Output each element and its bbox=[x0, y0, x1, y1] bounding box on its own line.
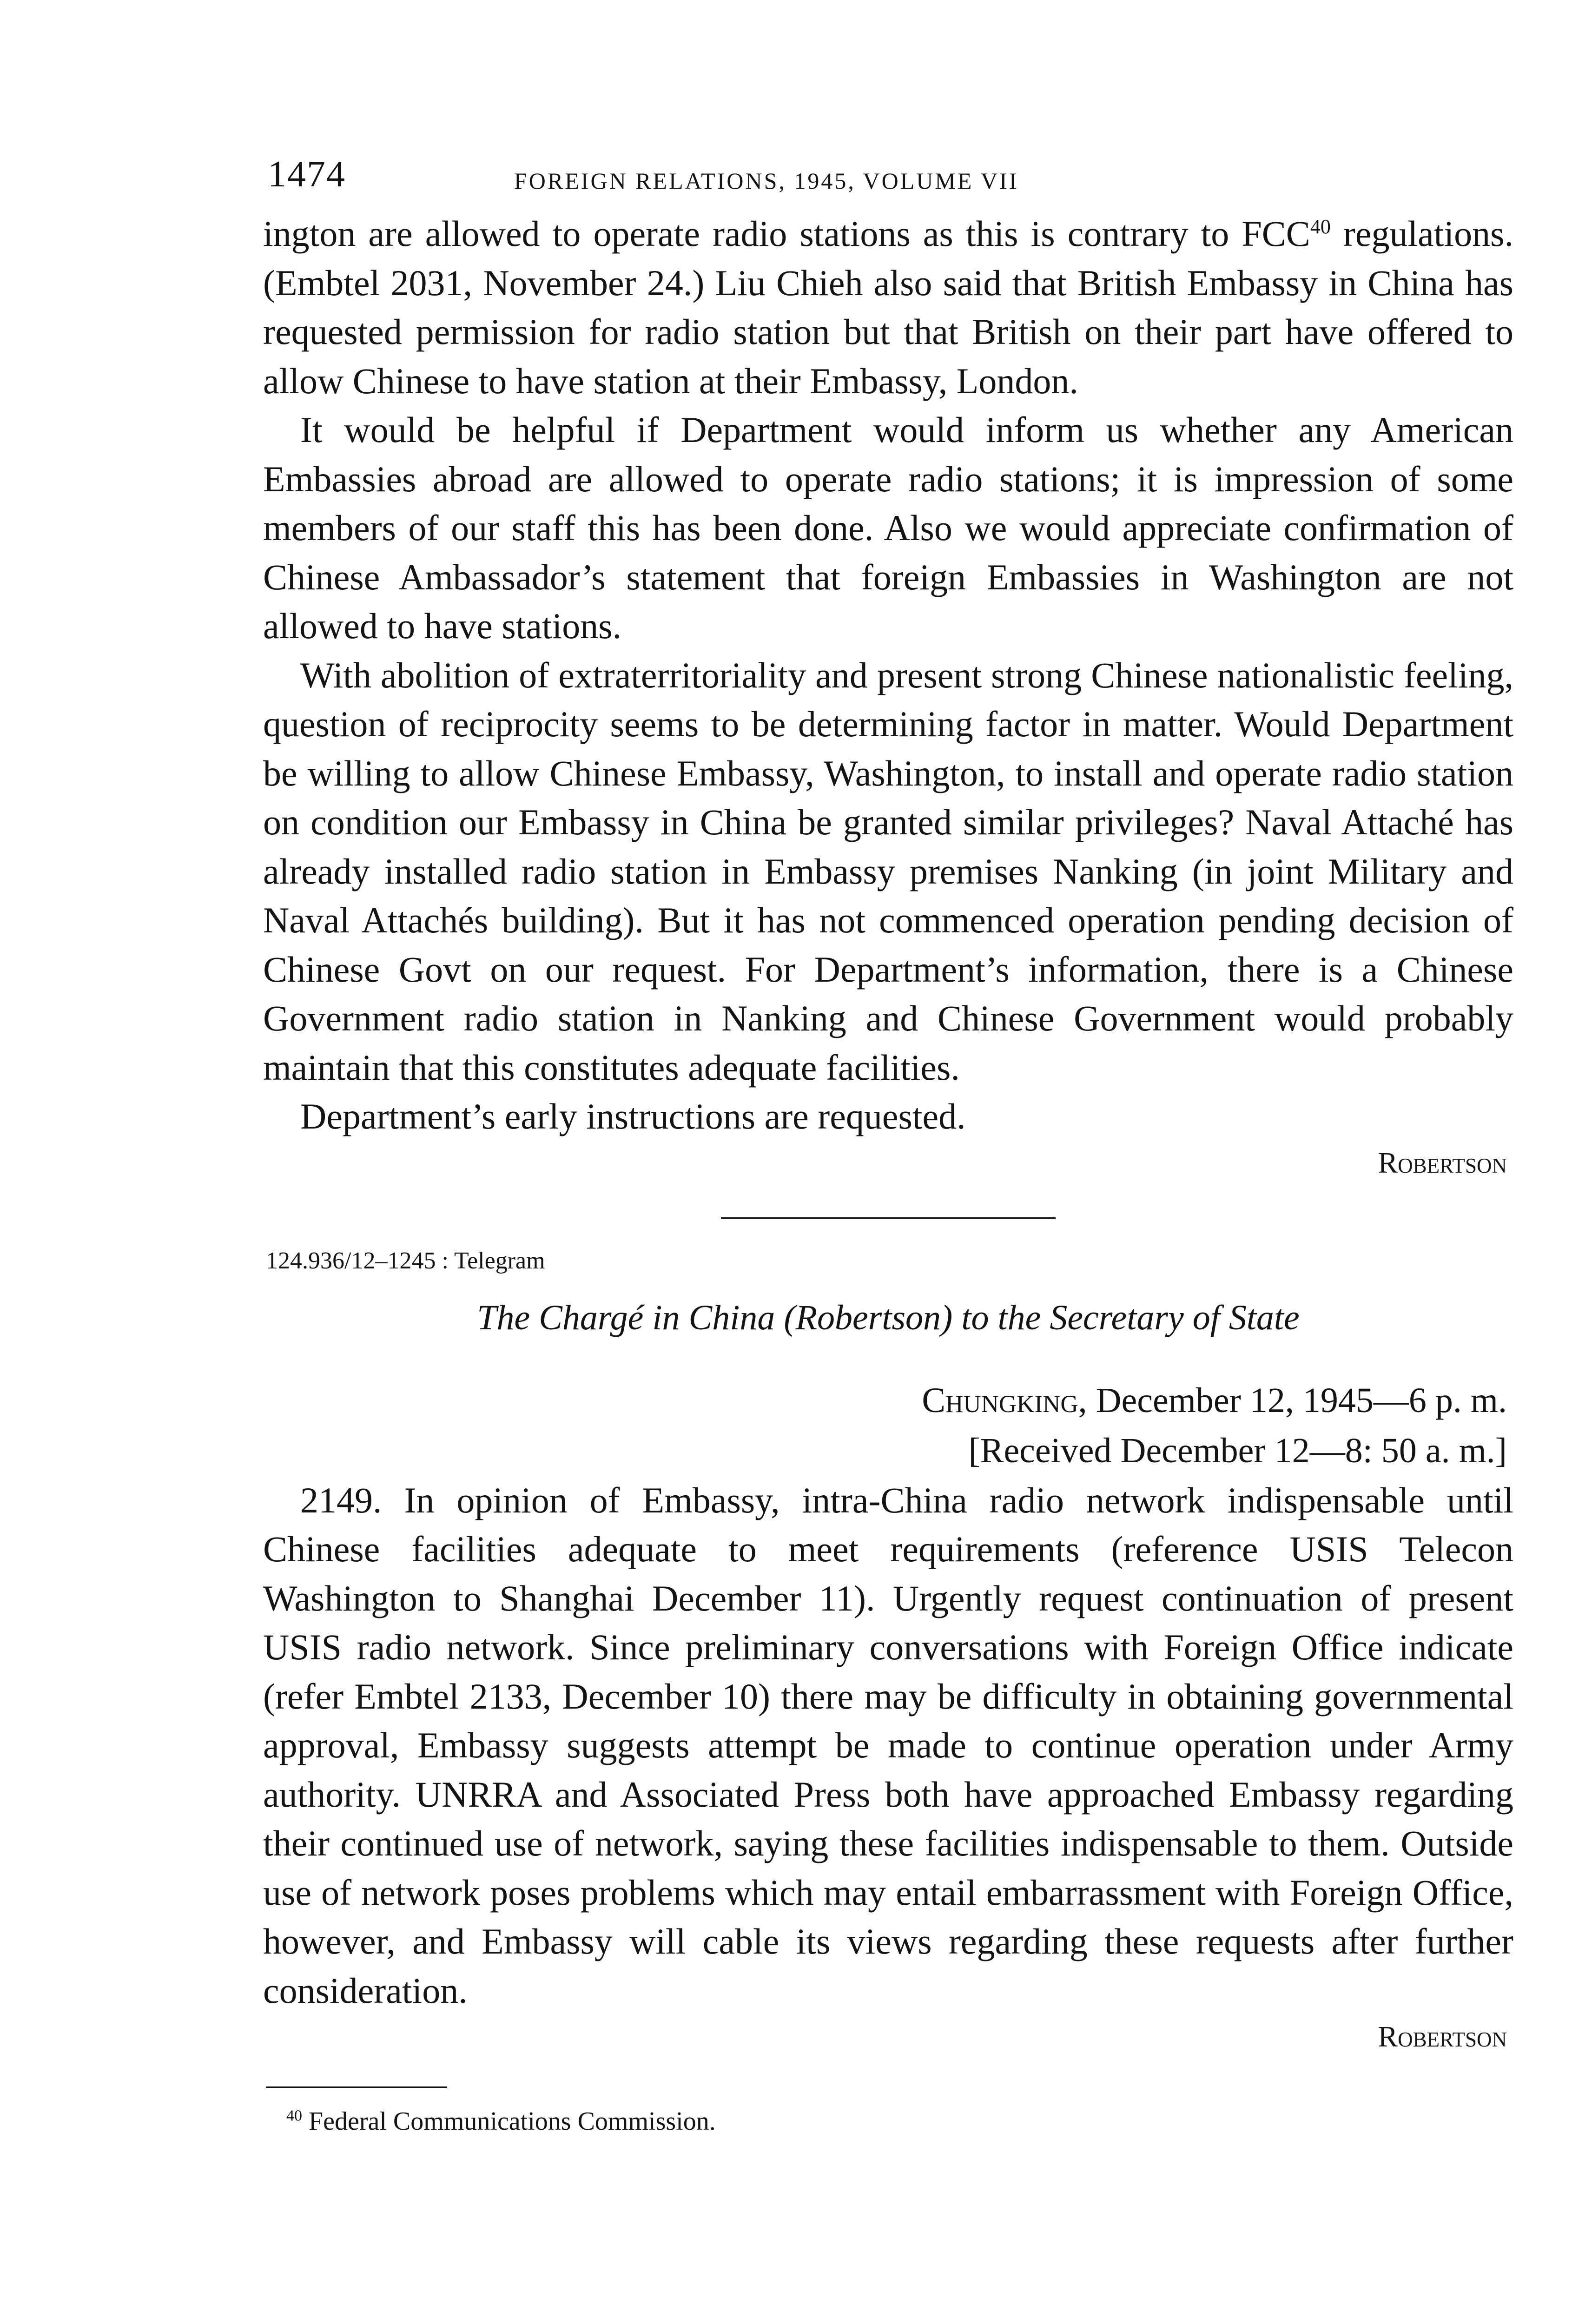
footnote-mark: 40 bbox=[286, 2107, 302, 2125]
paragraph-text: ington are allowed to operate radio stations as this is contrary to FCC bbox=[263, 213, 1310, 254]
paragraph-continuation bbox=[263, 209, 1513, 405]
paragraph: With abolition of extraterritoriality and present strong Chinese nationalistic feeling, question of reciprocity seems to be determining factor in matter. Would Department be willing to allow Chinese Embassy, Washington, to install and operate radio station on condition our Embassy in China be granted similar privileges? Naval Attaché has already installed radio station in Embassy premises Nanking (in joint Military and Naval Attachés building). But it has not commenced operation pending decision of Chinese Govt on our request. For Department’s information, there is a Chinese Government radio station in Nanking and Chinese Government would probably maintain that this constitutes adequate facilities. bbox=[263, 654, 1513, 1088]
paragraph-text: regulations. (Embtel 2031, November 24.) Liu Chieh also said that British Embassy in China has requested permission for radio station but that British on their part have offered to allow Chinese to have station at their Embassy, London. bbox=[263, 213, 1513, 401]
received-line: [Received December 12—8: 50 a. m.] bbox=[968, 1431, 1507, 1470]
place-name: Chungking bbox=[922, 1380, 1078, 1420]
signature: Robertson bbox=[1378, 1146, 1507, 1179]
running-head: FOREIGN RELATIONS, 1945, VOLUME VII bbox=[514, 168, 1019, 194]
document-title: The Chargé in China (Robertson) to the Secretary of State bbox=[477, 1298, 1300, 1337]
date-text: , December 12, 1945—6 p. m. bbox=[1078, 1380, 1507, 1420]
page bbox=[263, 153, 1513, 2136]
footnote-reference: 40 bbox=[1310, 215, 1331, 238]
telegram-body: 2149. In opinion of Embassy, intra-China radio network indispensable until Chinese facilities adequate to meet requirements (reference USIS Telecon Washington to Shanghai December 11). Urgently request continuation of present USIS radio network. Since preliminary conversations with Foreign Office indicate (refer Embtel 2133, December 10) there may be difficulty in obtaining governmental approval, Embassy suggests attempt be made to continue operation under Army authority. UNRRA and Associated Press both have approached Embassy regarding their continued use of network, saying these facilities indispensable to them. Outside use of network poses problems which may entail embarrassment with Foreign Office, however, and Embassy will cable its views regarding these requests after further consideration. bbox=[263, 1479, 1513, 2011]
paragraph: Department’s early instructions are requested. bbox=[300, 1096, 966, 1136]
footnote-divider bbox=[266, 2086, 447, 2088]
page-header bbox=[263, 153, 1513, 209]
page-number: 1474 bbox=[268, 154, 346, 195]
paragraph: It would be helpful if Department would inform us whether any American Embassies abroad are allowed to operate radio stations; it is impression of some members of our staff this has been done. Also we would appreciate confirmation of Chinese Ambassador’s statement that foreign Embassies in Washington are not allowed to have stations. bbox=[263, 409, 1513, 646]
section-divider bbox=[721, 1217, 1056, 1219]
file-reference: 124.936/12–1245 : Telegram bbox=[266, 1247, 545, 1274]
footnote-text: Federal Communications Commission. bbox=[309, 2107, 716, 2136]
dateline bbox=[263, 1375, 1507, 1426]
footnote bbox=[286, 2106, 1513, 2136]
signature: Robertson bbox=[1378, 2020, 1507, 2053]
